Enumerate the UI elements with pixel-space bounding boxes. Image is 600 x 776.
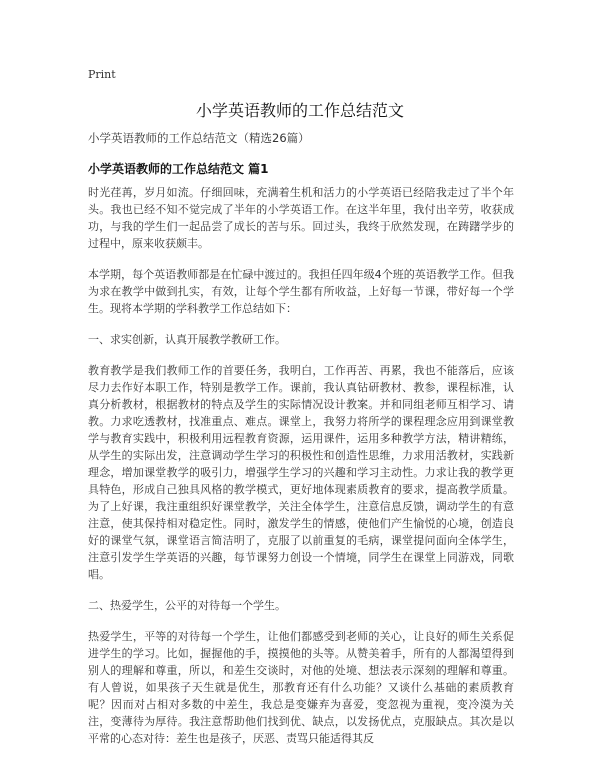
paragraph-semester: 本学期，每个英语教师都是在忙碌中渡过的。我担任四年级4个班的英语教学工作。但我为求在教学中做到扎实，有效，让每个学生都有所收益，上好每一节课，带好每一个学生。现将本学期的学科教学工作总结如下： bbox=[88, 268, 514, 315]
subheading-teaching: 一、求实创新，认真开展教学教研工作。 bbox=[88, 333, 286, 346]
paragraph-teaching: 教育教学是我们教师工作的首要任务，我明白，工作再苦、再累，我也不能落后，应该尽力去作好本职工作，特别是教学工作。课前，我认真钻研教材、教参，课程标准，认真分析教材，根据教材的特点及学生的实际情况设计教案。并和同组老师互相学习、请教。力求吃透教材，找准重点、难点。课堂上，我努力将所学的课程理念应用到课堂教学与教育实践中，积极利用远程教育资源，运用课件，运用多种教学方法，精讲精练，从学生的实际出发，注意调动学生学习的积极性和创造性思维，力求用活教材，实践新理念，增加课堂教学的吸引力，增强学生学习的兴趣和学习主动性。力求让我的教学更具特色，形成自己独具风格的教学模式，更好地体现素质教育的要求，提高教学质量。为了上好课，我注重组织好课堂教学，关注全体学生，注意信息反馈，调动学生的有意注意，使其保持相对稳定性。同时，激发学生的情感，使他们产生愉悦的心境，创造良好的课堂气氛，课堂语言简洁明了，克服了以前重复的毛病，课堂提问面向全体学生，注意引发学生学英语的兴趣，每节课努力创设一个情境，同学生在课堂上同游戏，同歌唱。 bbox=[88, 364, 514, 581]
subheading-students: 二、热爱学生，公平的对待每一个学生。 bbox=[88, 599, 286, 612]
section-heading: 小学英语教师的工作总结范文 篇1 bbox=[88, 162, 269, 176]
document-title: 小学英语教师的工作总结范文 bbox=[195, 101, 404, 120]
document-subtitle: 小学英语教师的工作总结范文（精选26篇） bbox=[88, 131, 310, 145]
paragraph-students: 热爱学生，平等的对待每一个学生，让他们都感受到老师的关心，让良好的师生关系促进学生的学习。比如，握握他的手，摸摸他的头等。从赞美着手，所有的人都渴望得到别人的理解和尊重，所以，和差生交谈时，对他的处境、想法表示深刻的理解和尊重。有人曾说，如果孩子天生就是优生，那教育还有什么功能？又谈什么基础的素质教育呢？因而对占相对多数的中差生，我总是变嫌弃为喜爱，变忽视为重视，变冷漠为关注，变薄待为厚待。我注意帮助他们找到优、缺点，以发扬优点，克服缺点。其次是以平常的心态对待：差生也是孩子，厌恶、责骂只能适得其反 bbox=[88, 630, 514, 745]
print-label: Print bbox=[88, 68, 116, 81]
document-body bbox=[88, 184, 514, 761]
paragraph-intro: 时光荏苒，岁月如流。仔细回味，充满着生机和活力的小学英语已经陪我走过了半个年头。我也已经不知不觉完成了半年的小学英语工作。在这半年里，我付出辛劳，收获成功，与我的学生们一起品尝了成长的苦与乐。回过头，我终于欣然发现，在踌躇学步的过程中，原来收获颇丰。 bbox=[88, 186, 514, 250]
